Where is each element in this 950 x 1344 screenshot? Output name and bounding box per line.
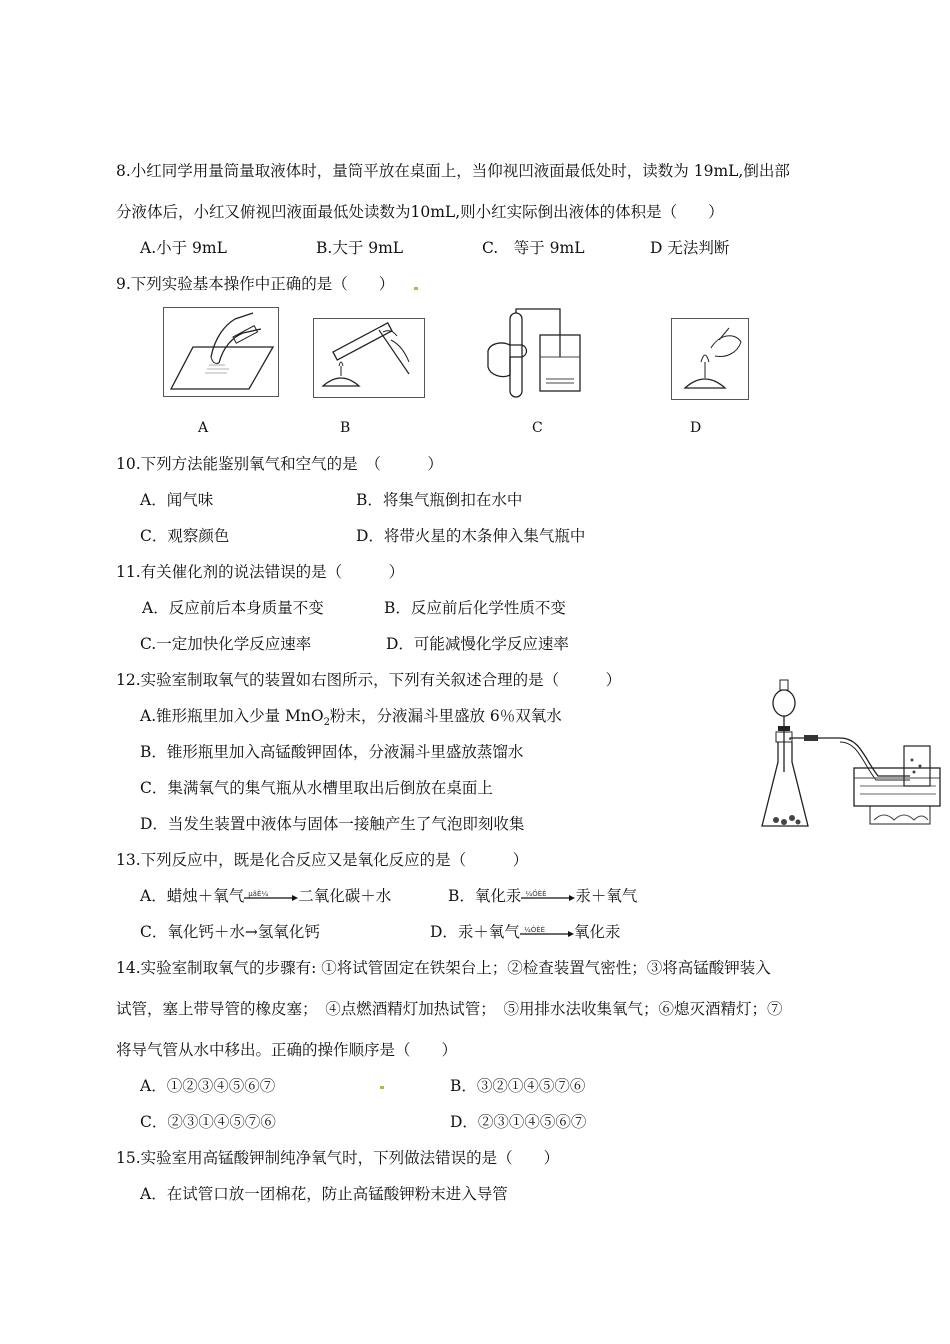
- q13-b-reactants: B．氧化汞: [448, 887, 522, 905]
- q12-option-b: B．锥形瓶里加入高锰酸钾固体，分液漏斗里盛放蒸馏水: [140, 743, 524, 761]
- q13-d-condition: ¼ÓÈÈ: [523, 926, 546, 934]
- q8-option-c: C. 等于 9mL: [482, 239, 585, 257]
- q13-option-d: [430, 922, 620, 942]
- q13-a-condition: µãÈ¼: [248, 890, 269, 898]
- q13-stem: 13.下列反应中，既是化合反应又是氧化反应的是（ ）: [116, 851, 529, 869]
- q13-b-arrow: [521, 890, 575, 904]
- q9-stem: 9.下列实验基本操作中正确的是（ ）: [116, 275, 395, 293]
- q11-option-c: C.一定加快化学反应速率: [140, 635, 312, 653]
- q12-option-c: C．集满氧气的集气瓶从水槽里取出后倒放在桌面上: [140, 779, 493, 797]
- q10-option-d: D．将带火星的木条伸入集气瓶中: [356, 527, 586, 545]
- q8-stem-line2: 分液体后，小红又俯视凹液面最低处读数为10mL,则小红实际倒出液体的体积是（ ）: [116, 203, 724, 221]
- q15-option-a: A．在试管口放一团棉花，防止高锰酸钾粉末进入导管: [140, 1185, 508, 1203]
- q10-option-b: B．将集气瓶倒扣在水中: [356, 491, 523, 509]
- q12-option-a-suffix: 粉末，分液漏斗里盛放 6％双氧水: [329, 707, 562, 725]
- q8-option-a: A.小于 9mL: [140, 239, 227, 257]
- q10-option-a: A．闻气味: [140, 491, 214, 509]
- q10-stem: 10.下列方法能鉴别氧气和空气的是 （ ）: [116, 455, 443, 473]
- q14-stem-line1: 14.实验室制取氧气的步骤有: ①将试管固定在铁架台上；②检查装置气密性；③将高锰酸钾装入: [116, 959, 771, 977]
- q10-option-c: C．观察颜色: [140, 527, 230, 545]
- q12-option-a-prefix: A.锥形瓶里加入少量 MnO: [140, 707, 324, 725]
- q13-a-products: 二氧化碳＋水: [298, 887, 392, 905]
- q12-option-d: D．当发生装置中液体与固体一接触产生了气泡即刻收集: [140, 815, 525, 833]
- q13-b-condition: ¼ÓÈÈ: [525, 890, 547, 898]
- figure-d-alcohol-lamp: [671, 318, 749, 400]
- q8-option-d: D 无法判断: [650, 239, 730, 257]
- q13-option-a: [140, 886, 391, 906]
- q13-option-c: C．氧化钙＋水→氢氧化钙: [140, 923, 320, 941]
- q14-stem-line3: 将导气管从水中移出。正确的操作顺序是（ ）: [116, 1041, 458, 1059]
- q13-d-reactants: D．汞＋氧气: [430, 923, 520, 941]
- q14-option-a: A．①②③④⑤⑥⑦: [140, 1077, 276, 1095]
- figure-label-c: C: [532, 420, 543, 436]
- q11-option-d: D．可能减慢化学反应速率: [386, 635, 569, 653]
- q8-stem-line1: 8.小红同学用量筒量取液体时，量筒平放在桌面上，当仰视凹液面最低处时，读数为 19mL,倒出部: [116, 162, 790, 180]
- q14-option-d: D．②③①④⑤⑥⑦: [450, 1113, 587, 1131]
- figure-c-airtightness-check: [484, 305, 592, 405]
- q14-stem-line2: 试管，塞上带导管的橡皮塞； ④点燃酒精灯加热试管； ⑤用排水法收集氧气；⑥熄灭酒精灯；⑦: [116, 1000, 783, 1018]
- q13-b-products: 汞＋氧气: [575, 887, 638, 905]
- figure-label-d: D: [690, 420, 702, 436]
- figure-a-powder-on-paper: [163, 307, 279, 397]
- q13-option-b: [448, 886, 637, 906]
- figure-label-b: B: [340, 420, 351, 436]
- q13-d-products: 氧化汞: [573, 923, 621, 941]
- q11-option-b: B．反应前后化学性质不变: [384, 599, 566, 617]
- q12-option-a-subscript: 2: [323, 717, 330, 729]
- q14-option-b: B．③②①④⑤⑦⑥: [450, 1077, 586, 1095]
- figure-label-a: A: [198, 420, 209, 436]
- stray-mark: [380, 1086, 384, 1089]
- figure-b-heating-test-tube: [313, 318, 425, 398]
- q13-a-arrow: [244, 890, 298, 904]
- q13-d-arrow: [520, 926, 574, 940]
- q8-option-b: B.大于 9mL: [316, 239, 404, 257]
- q11-stem: 11.有关催化剂的说法错误的是（ ）: [116, 563, 405, 581]
- q12-stem: 12.实验室制取氧气的装置如右图所示，下列有关叙述合理的是（ ）: [116, 671, 622, 689]
- q14-option-c: C．②③①④⑤⑦⑥: [140, 1113, 276, 1131]
- figure-oxygen-apparatus: [760, 676, 942, 836]
- q11-option-a: A．反应前后本身质量不变: [142, 599, 324, 617]
- stray-mark: [414, 287, 418, 290]
- q12-option-a: [140, 706, 562, 733]
- q13-a-reactants: A．蜡烛＋氧气: [140, 887, 245, 905]
- q15-stem: 15.实验室用高锰酸钾制纯净氧气时，下列做法错误的是（ ）: [116, 1149, 560, 1167]
